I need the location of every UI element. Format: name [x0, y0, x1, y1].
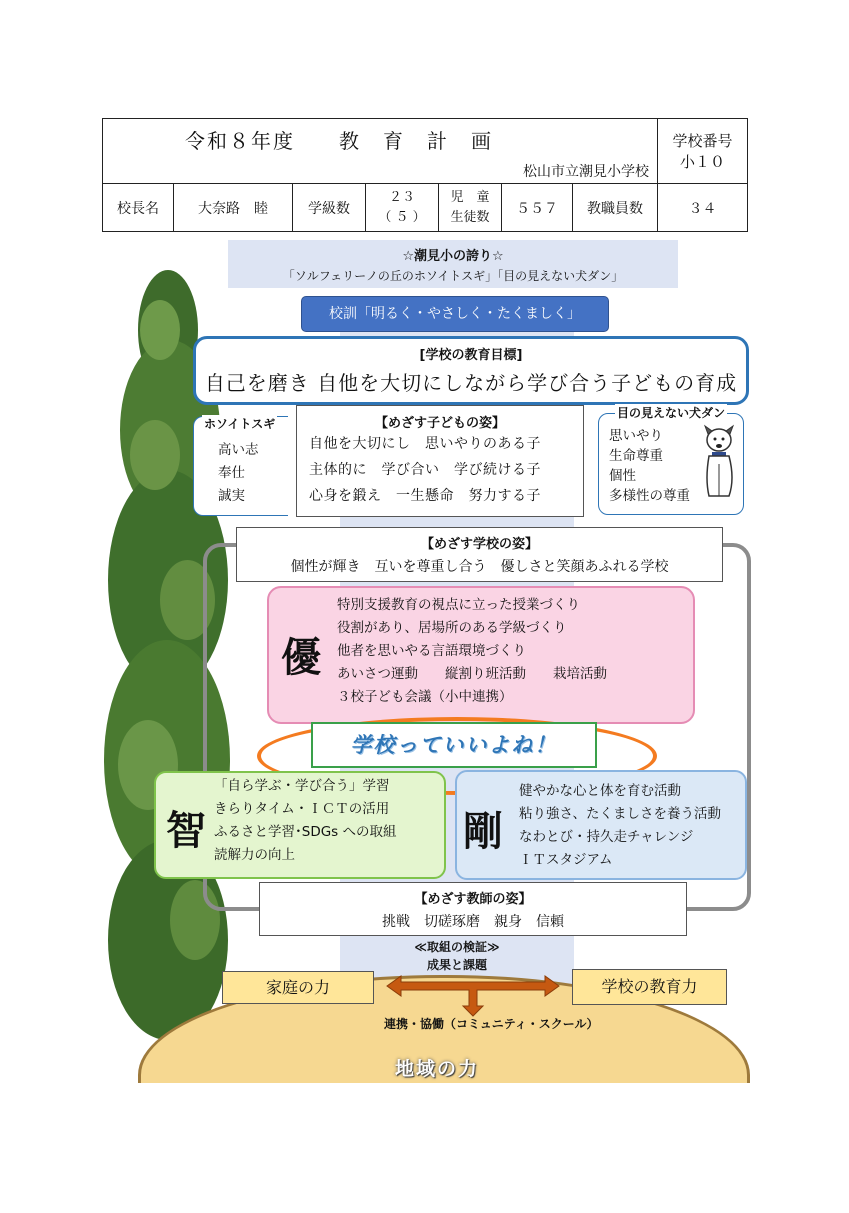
cypress-title: ホソイトスギ	[204, 417, 276, 431]
pride-text: 「ソルフェリーノの丘のホソイトスギ」「目の見えない犬ダン」	[282, 269, 624, 283]
child-line: 心身を鍛え 一生懸命 努力する子	[309, 488, 541, 504]
education-goal	[193, 336, 749, 405]
dan-value: 思いやり	[609, 428, 663, 444]
students-value: ５５７	[502, 184, 573, 232]
school-text: 個性が輝き 互いを尊重し合う 優しさと笑顔あふれる学校	[290, 559, 669, 575]
ideal-child-box	[296, 405, 584, 517]
dan-value: 個性	[609, 468, 636, 484]
ideal-school-box	[236, 527, 723, 582]
go-line: 健やかな心と体を育む活動	[519, 783, 681, 799]
school-motto: 校訓「明るく・やさしく・たくましく」	[301, 296, 609, 332]
yu-line: 特別支援教育の視点に立った授業づくり	[337, 597, 580, 613]
child-line: 自他を大切にし 思いやりのある子	[309, 436, 541, 452]
child-line: 主体的に 学び合い 学び続ける子	[309, 462, 541, 478]
cypress-value: 高い志	[218, 442, 259, 458]
go-box	[455, 770, 747, 880]
principal-label: 校長名	[103, 184, 174, 232]
dan-values-box	[598, 406, 744, 515]
cypress-value: 誠実	[218, 488, 245, 504]
verify-subtitle: 成果と課題	[426, 958, 487, 972]
collaboration-arrows-icon	[385, 970, 561, 1018]
go-kanji: 剛	[463, 808, 503, 855]
slogan-text: 学校っていいよね！	[311, 722, 597, 768]
plan-title: 令和８年度 教 育 計 画	[185, 129, 493, 153]
go-line: ＩＴスタジアム	[519, 852, 613, 868]
principal-name: 大奈路 睦	[174, 184, 293, 232]
pride-box	[228, 240, 678, 288]
yu-box	[267, 586, 695, 724]
teacher-text: 挑戦 切磋琢磨 親身 信頼	[382, 914, 564, 930]
chi-line: 「自ら学ぶ・学び合う」学習	[214, 778, 390, 794]
dan-title: 目の見えない犬ダン	[617, 406, 726, 420]
school-power-box: 学校の教育力	[572, 969, 727, 1005]
title-cell	[103, 119, 658, 184]
chi-kanji: 智	[166, 807, 206, 854]
verification	[340, 938, 574, 974]
verify-title: ≪取組の検証≫	[414, 940, 500, 954]
classes-label: 学級数	[293, 184, 366, 232]
header-table	[102, 118, 748, 232]
pride-title: ☆潮見小の誇り☆	[402, 249, 504, 264]
staff-value: ３４	[658, 184, 748, 232]
classes-value: ２３ （ ５ ）	[366, 184, 439, 232]
yu-line: ３校子ども会議（小中連携）	[337, 689, 513, 705]
students-label: 児 童 生徒数	[439, 184, 502, 232]
dan-value: 多様性の尊重	[609, 488, 690, 504]
yu-line: 役割があり、居場所のある学級づくり	[337, 620, 567, 636]
chi-line: きらりタイム・ＩＣＴの活用	[214, 801, 390, 817]
school-heading: 【めざす学校の姿】	[420, 537, 538, 552]
dog-icon	[699, 424, 739, 498]
chi-line: ふるさと学習･SDGs への取組	[214, 824, 397, 840]
teacher-heading: 【めざす教師の姿】	[414, 892, 532, 907]
go-line: なわとび・持久走チャレンジ	[519, 829, 694, 845]
cypress-values-box	[193, 416, 288, 516]
ideal-teacher-box	[259, 882, 687, 936]
cypress-value: 奉仕	[218, 465, 245, 481]
goal-heading: [学校の教育目標]	[419, 348, 523, 363]
yu-line: 他者を思いやる言語環境づくり	[337, 643, 526, 659]
child-heading: 【めざす子どもの姿】	[374, 416, 505, 431]
home-power-box: 家庭の力	[222, 971, 374, 1004]
yu-kanji: 優	[281, 634, 321, 681]
staff-label: 教職員数	[573, 184, 658, 232]
collaboration-label: 連携・協働（コミュニティ・スクール）	[384, 1017, 599, 1031]
community-power-label: 地域の力	[395, 1058, 480, 1080]
school-name: 松山市立潮見小学校	[523, 164, 649, 180]
goal-text: 自己を磨き 自他を大切にしながら学び合う子どもの育成	[204, 371, 738, 395]
chi-box	[154, 771, 446, 879]
school-number: 学校番号 小１０	[658, 119, 748, 184]
dan-value: 生命尊重	[609, 448, 663, 464]
go-line: 粘り強さ、たくましさを養う活動	[519, 806, 721, 822]
yu-line: あいさつ運動 縦割り班活動 栽培活動	[337, 666, 607, 682]
chi-line: 読解力の向上	[214, 847, 295, 863]
